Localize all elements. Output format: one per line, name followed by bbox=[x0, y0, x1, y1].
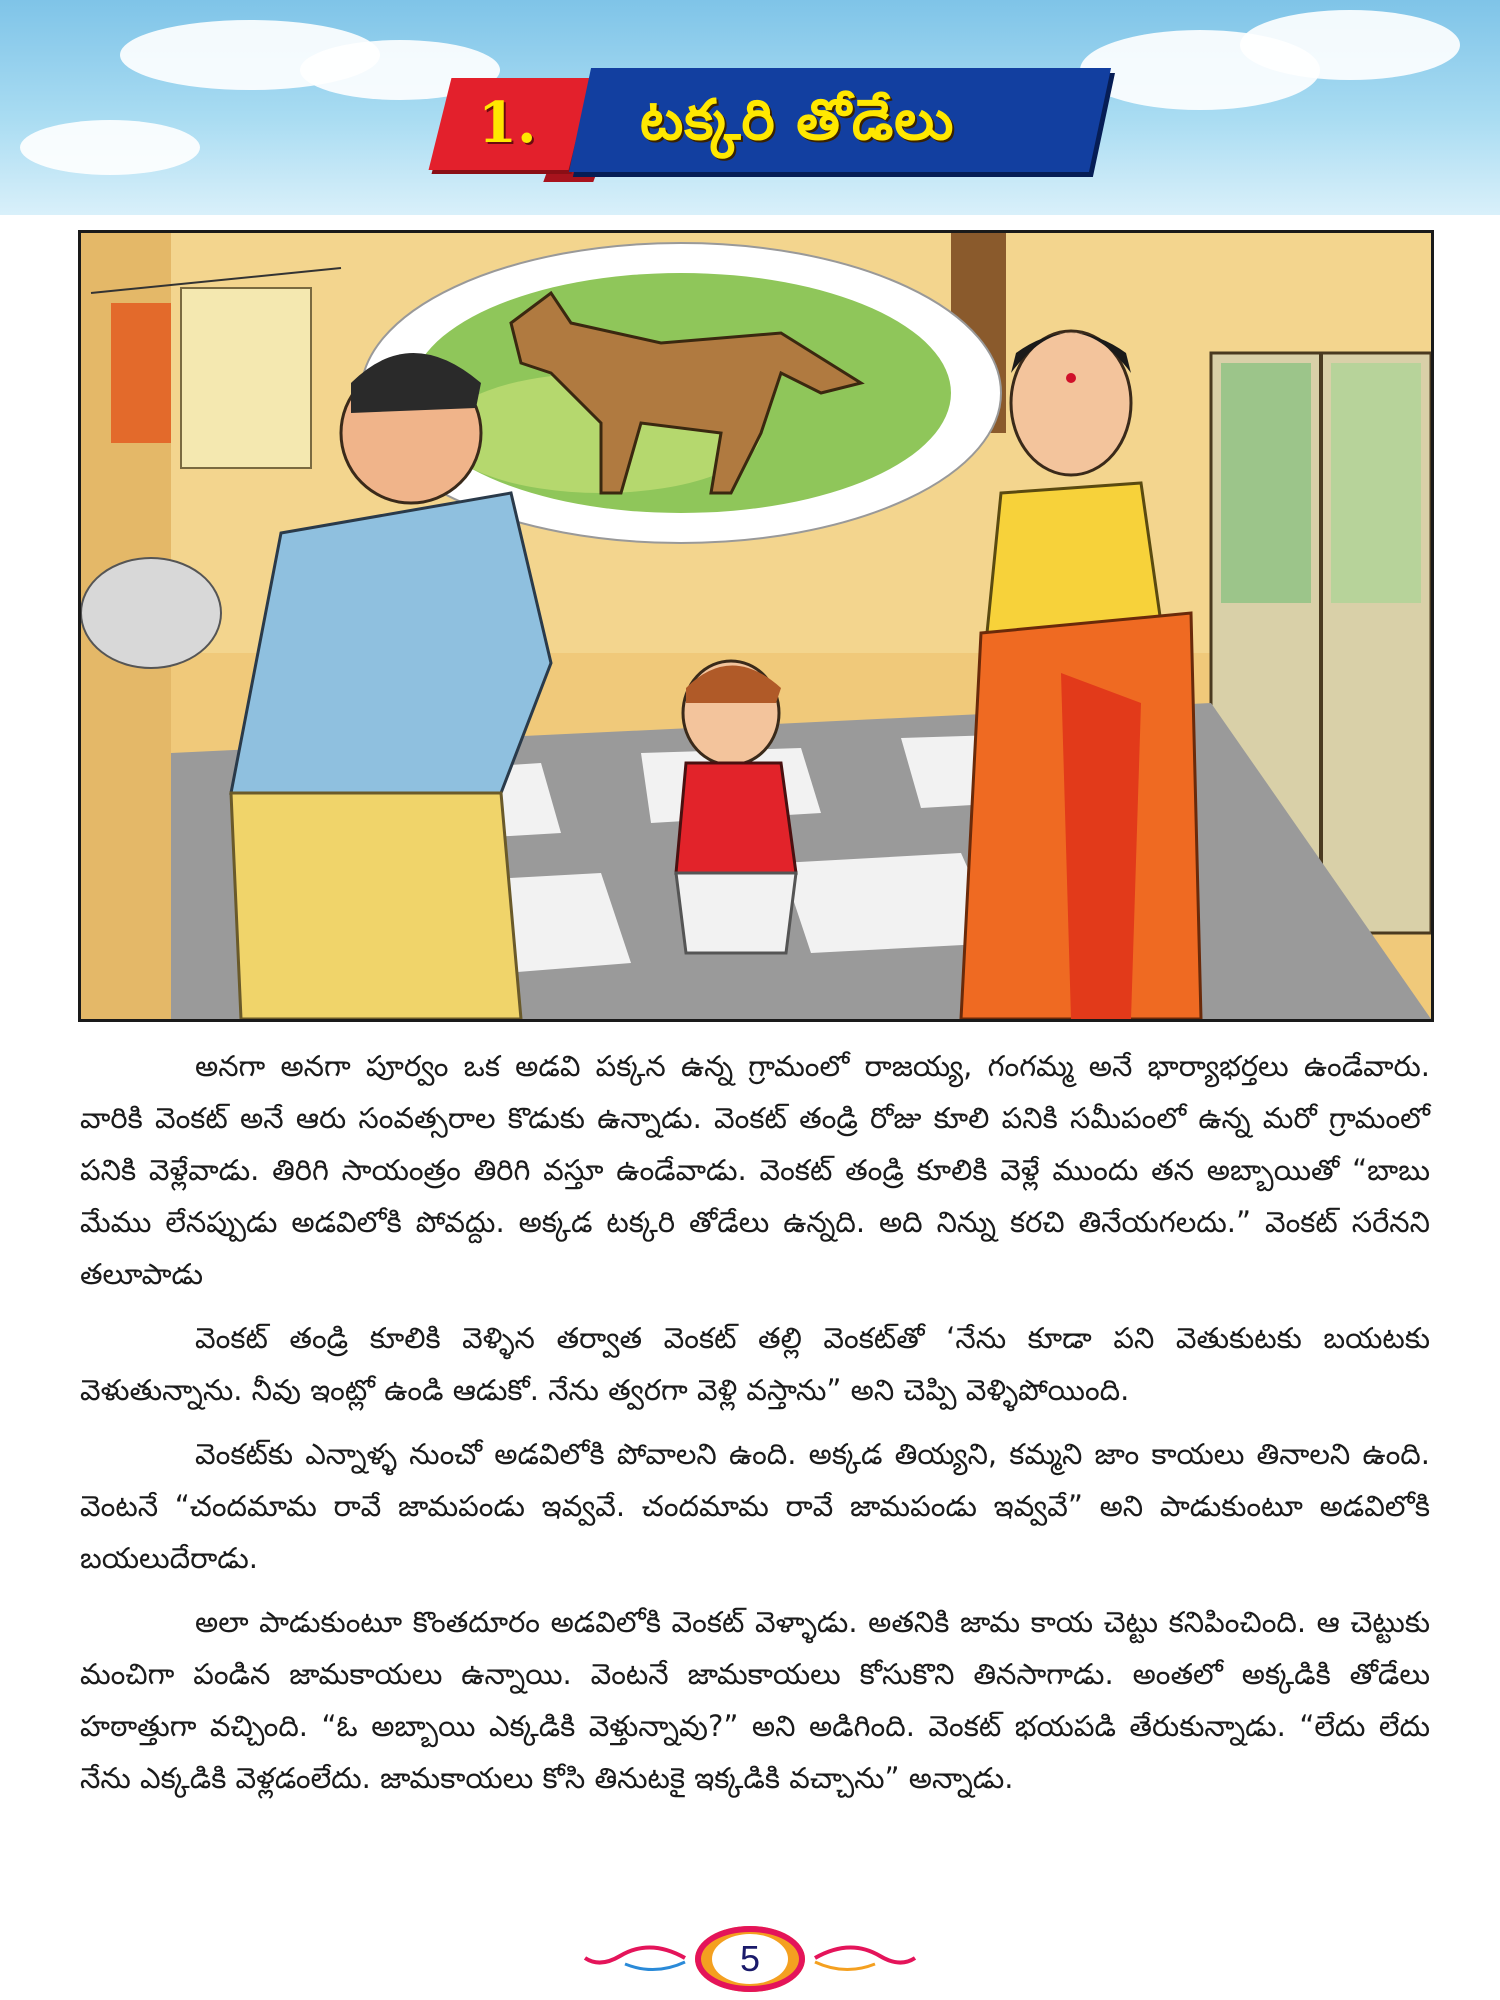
cloud-decoration bbox=[20, 120, 200, 175]
chapter-number: 1. bbox=[478, 90, 537, 156]
story-text bbox=[80, 1040, 1430, 1816]
page-number: 5 bbox=[739, 1938, 761, 1979]
swirl-ornament-right-icon bbox=[810, 1938, 920, 1978]
story-paragraph: అనగా అనగా పూర్వం ఒక అడవి పక్కన ఉన్న గ్రామంలో రాజయ్య, గంగమ్మ అనే భార్యాభర్తలు ఉండేవారు. వారికి వెంకట్ అనే ఆరు సంవత్సరాల కొడుకు ఉన్నాడు. వెంకట్ తండ్రి రోజు కూలి పనికి సమీపంలో ఉన్న మరో గ్రామంలో పనికి వెళ్లేవాడు. తిరిగి సాయంత్రం తిరిగి వస్తూ ఉండేవాడు. వెంకట్ తండ్రి కూలికి వెళ్లే ముందు తన అబ్బాయితో “బాబు మేము లేనప్పుడు అడవిలోకి పోవద్దు. అక్కడ టక్కరి తోడేలు ఉన్నది. అది నిన్ను కరచి తినేయగలదు.” వెంకట్ సరేనని తలూపాడు bbox=[80, 1049, 1430, 1291]
story-paragraph: అలా పాడుకుంటూ కొంతదూరం అడవిలోకి వెంకట్ వెళ్ళాడు. అతనికి జామ కాయ చెట్టు కనిపించింది. ఆ చెట్టుకు మంచిగా పండిన జామకాయలు ఉన్నాయి. వెంటనే జామకాయలు కోసుకొని తినసాగాడు. అంతలో అక్కడికి తోడేలు హఠాత్తుగా వచ్చింది. “ఓ అబ్బాయి ఎక్కడికి వెళ్తున్నావు?” అని అడిగింది. వెంకట్ భయపడి తేరుకున్నాడు. “లేదు లేదు నేను ఎక్కడికి వెళ్లడంలేదు. జామకాయలు కోసి తినుటకై ఇక్కడికి వచ్చాను” అన్నాడు. bbox=[80, 1605, 1430, 1795]
story-paragraph: వెంకట్ తండ్రి కూలికి వెళ్ళిన తర్వాత వెంకట్ తల్లి వెంకట్‌తో ‘నేను కూడా పని వెతుకుటకు బయటకు వెళుతున్నాను. నీవు ఇంట్లో ఉండి ఆడుకో. నేను త్వరగా వెళ్లి వస్తాను” అని చెప్పి వెళ్ళిపోయింది. bbox=[80, 1321, 1430, 1407]
story-illustration bbox=[78, 230, 1434, 1022]
swirl-ornament-left-icon bbox=[580, 1938, 690, 1978]
cloud-decoration bbox=[1240, 10, 1460, 80]
chapter-title-banner bbox=[430, 60, 1110, 190]
page-footer bbox=[0, 1920, 1500, 2000]
story-paragraph: వెంకట్‌కు ఎన్నాళ్ళ నుంచో అడవిలోకి పోవాలని ఉంది. అక్కడ తియ్యని, కమ్మని జాం కాయలు తినాలని ఉంది. వెంటనే “చందమామ రావే జామపండు ఇవ్వవే. చందమామ రావే జామపండు ఇవ్వవే” అని పాడుకుంటూ అడవిలోకి బయలుదేరాడు. bbox=[80, 1437, 1430, 1575]
chapter-title: టక్కరి తోడేలు bbox=[640, 88, 955, 153]
